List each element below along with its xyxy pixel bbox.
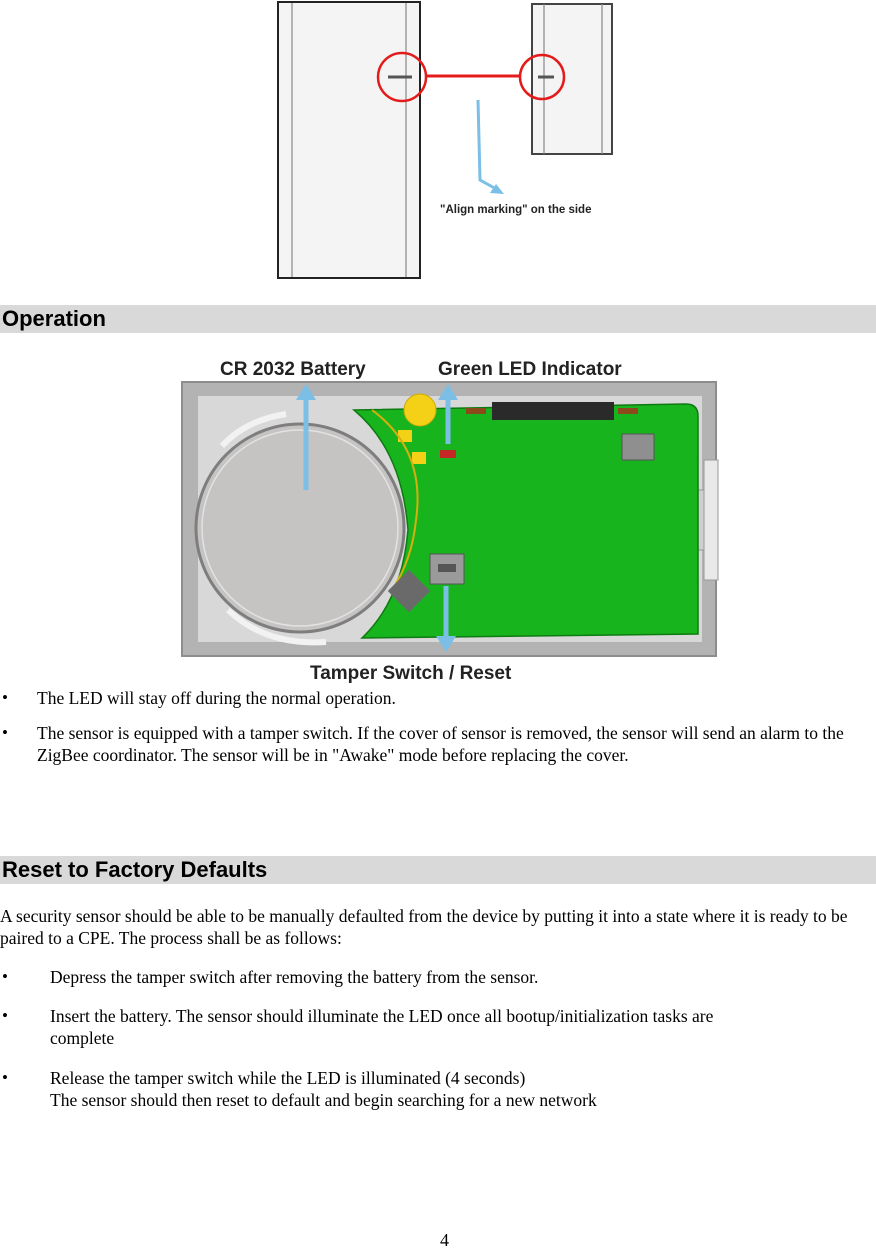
battery-label: CR 2032 Battery <box>220 359 366 380</box>
cr2032-battery <box>196 424 404 632</box>
operation-bullet-2: The sensor is equipped with a tamper switch. If the cover of sensor is removed, the sensor will send an alarm to the ZigBee coordinator. The sensor will be in "Awake" mode before replacing the cover. <box>37 723 844 765</box>
reset-step-3-line-1: Release the tamper switch while the LED is illuminated (4 seconds) <box>50 1068 526 1088</box>
bullet-marker: • <box>2 688 8 707</box>
reset-step-3-line-2: The sensor should then reset to default and begin searching for a new network <box>50 1090 597 1110</box>
led-label: Green LED Indicator <box>438 359 622 380</box>
alignment-diagram <box>270 0 620 282</box>
bullet-marker: • <box>2 967 8 986</box>
operation-heading: Operation <box>2 306 106 331</box>
operation-bullet-1: The LED will stay off during the normal operation. <box>37 688 396 708</box>
operation-heading-bar <box>0 305 876 333</box>
green-led <box>440 450 456 458</box>
bullet-marker: • <box>2 1006 8 1025</box>
reset-step-2-line-2: complete <box>50 1028 115 1048</box>
reset-intro: A security sensor should be able to be manually defaulted from the device by putting it into a state where it is ready to be paired to a CPE. The process shall be as follows: <box>0 906 848 948</box>
reset-heading: Reset to Factory Defaults <box>2 857 268 882</box>
align-marking-label: "Align marking" on the side <box>440 204 592 216</box>
bullet-marker: • <box>2 723 8 742</box>
bullet-marker: • <box>2 1068 8 1087</box>
sensor-body <box>278 2 420 278</box>
page-number: 4 <box>440 1230 449 1250</box>
tamper-label: Tamper Switch / Reset <box>310 663 512 684</box>
reset-step-2-line-1: Insert the battery. The sensor should illuminate the LED once all bootup/initialization tasks are <box>50 1006 714 1026</box>
reset-step-1: Depress the tamper switch after removing the battery from the sensor. <box>50 967 539 987</box>
reset-heading-bar <box>0 856 876 884</box>
pointer-arrow <box>478 100 498 190</box>
pcb-diagram <box>176 350 726 685</box>
